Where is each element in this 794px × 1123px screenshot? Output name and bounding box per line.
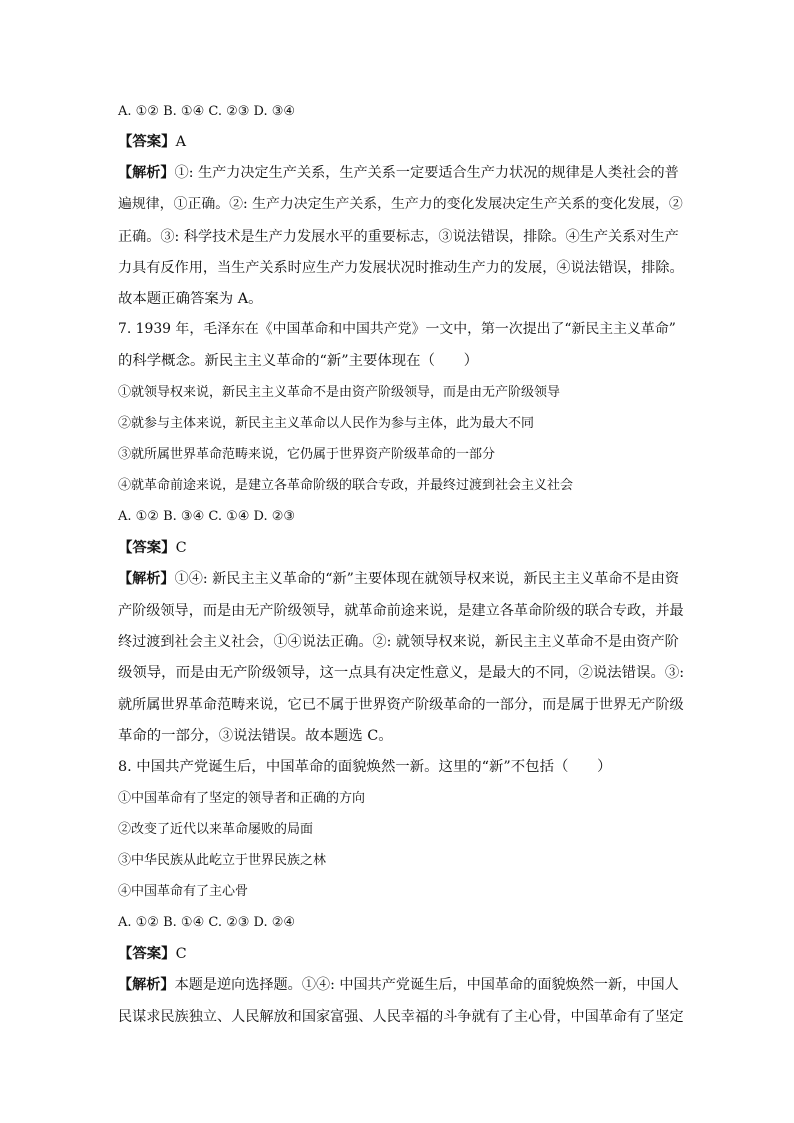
q6-analysis-line-3: 正确。③: 科学技术是生产力发展水平的重要标志，③说法错误，排除。④生产关系对生产 (118, 229, 679, 245)
q8-item-2: ②改变了近代以来革命屡败的局面 (118, 822, 314, 837)
q7-analysis-line-2: 产阶级领导，而是由无产阶级领导，就革命前途来说，是建立各革命阶级的联合专政，并最 (118, 603, 684, 619)
answer-label: 【答案】 (118, 539, 176, 556)
q6-analysis-line-1: 【解析】①: 生产力决定生产关系，生产关系一定要适合生产力状况的规律是人类社会的普 (118, 165, 679, 181)
q6-analysis-line-5: 故本题正确答案为 A。 (118, 291, 263, 307)
answer-label: 【答案】 (118, 945, 176, 962)
q8-options: A. ①② B. ①④ C. ②③ D. ②④ (118, 915, 296, 930)
answer-value: C (175, 540, 187, 556)
q7-item-4: ④就革命前途来说，是建立各革命阶级的联合专政，并最终过渡到社会主义社会 (118, 478, 574, 493)
q7-stem-line-1: 7. 1939 年，毛泽东在《中国革命和中国共产党》一文中，第一次提出了“新民主主义革命” (118, 321, 676, 337)
q7-stem-line-2: 的科学概念。新民主主义革命的“新”主要体现在（ ） (118, 353, 479, 369)
q8-item-4: ④中国革命有了主心骨 (118, 884, 249, 899)
answer-label: 【答案】 (118, 133, 176, 150)
q7-options: A. ①② B. ③④ C. ①④ D. ②③ (118, 509, 296, 524)
q8-answer (118, 947, 187, 961)
q8-item-3: ③中华民族从此屹立于世界民族之林 (118, 853, 327, 868)
q8-analysis-line-1: 【解析】本题是逆向选择题。①④: 中国共产党诞生后，中国革命的面貌焕然一新，中国人 (118, 977, 679, 993)
q7-answer (118, 541, 187, 555)
analysis-label: 【解析】 (118, 977, 175, 993)
q6-answer (118, 135, 186, 149)
analysis-label: 【解析】 (118, 165, 175, 181)
q7-item-2: ②就参与主体来说，新民主主义革命以人民作为参与主体，此为最大不同 (118, 416, 535, 431)
q6-options: A. ①② B. ①④ C. ②③ D. ③④ (118, 104, 296, 119)
q8-item-1: ①中国革命有了坚定的领导者和正确的方向 (118, 791, 366, 806)
q8-analysis-line-2: 民谋求民族独立、人民解放和国家富强、人民幸福的斗争就有了主心骨，中国革命有了坚定 (118, 1009, 684, 1025)
q6-analysis-line-2: 遍规律，①正确。②: 生产力决定生产关系，生产力的变化发展决定生产关系的变化发展，② (118, 196, 683, 212)
q7-item-3: ③就所属世界革命范畴来说，它仍属于世界资产阶级革命的一部分 (118, 447, 496, 462)
analysis-label: 【解析】 (118, 571, 175, 587)
q7-analysis-line-4: 级领导，而是由无产阶级领导，这一点具有决定性意义，是最大的不同，②说法错误。③: (118, 665, 685, 681)
q7-item-1: ①就领导权来说，新民主主义革命不是由资产阶级领导，而是由无产阶级领导 (118, 385, 561, 400)
q7-analysis-line-1: 【解析】①④: 新民主主义革命的“新”主要体现在就领导权来说，新民主主义革命不是由资 (118, 571, 680, 587)
q7-analysis-line-5: 就所属世界革命范畴来说，它已不属于世界资产阶级革命的一部分，而是属于世界无产阶级 (118, 697, 684, 713)
q7-analysis-line-3: 终过渡到社会主义社会，①④说法正确。②: 就领导权来说，新民主主义革命不是由资产阶 (118, 634, 679, 650)
q7-analysis-line-6: 革命的一部分，③说法错误。故本题选 C。 (118, 728, 393, 744)
q8-stem-line-1: 8. 中国共产党诞生后，中国革命的面貌焕然一新。这里的“新”不包括（ ） (118, 759, 612, 775)
q6-analysis-line-4: 力具有反作用，当生产关系时应生产力发展状况时推动生产力的发展，④说法错误，排除。 (118, 260, 684, 276)
answer-value: A (175, 134, 186, 150)
answer-value: C (175, 946, 187, 962)
